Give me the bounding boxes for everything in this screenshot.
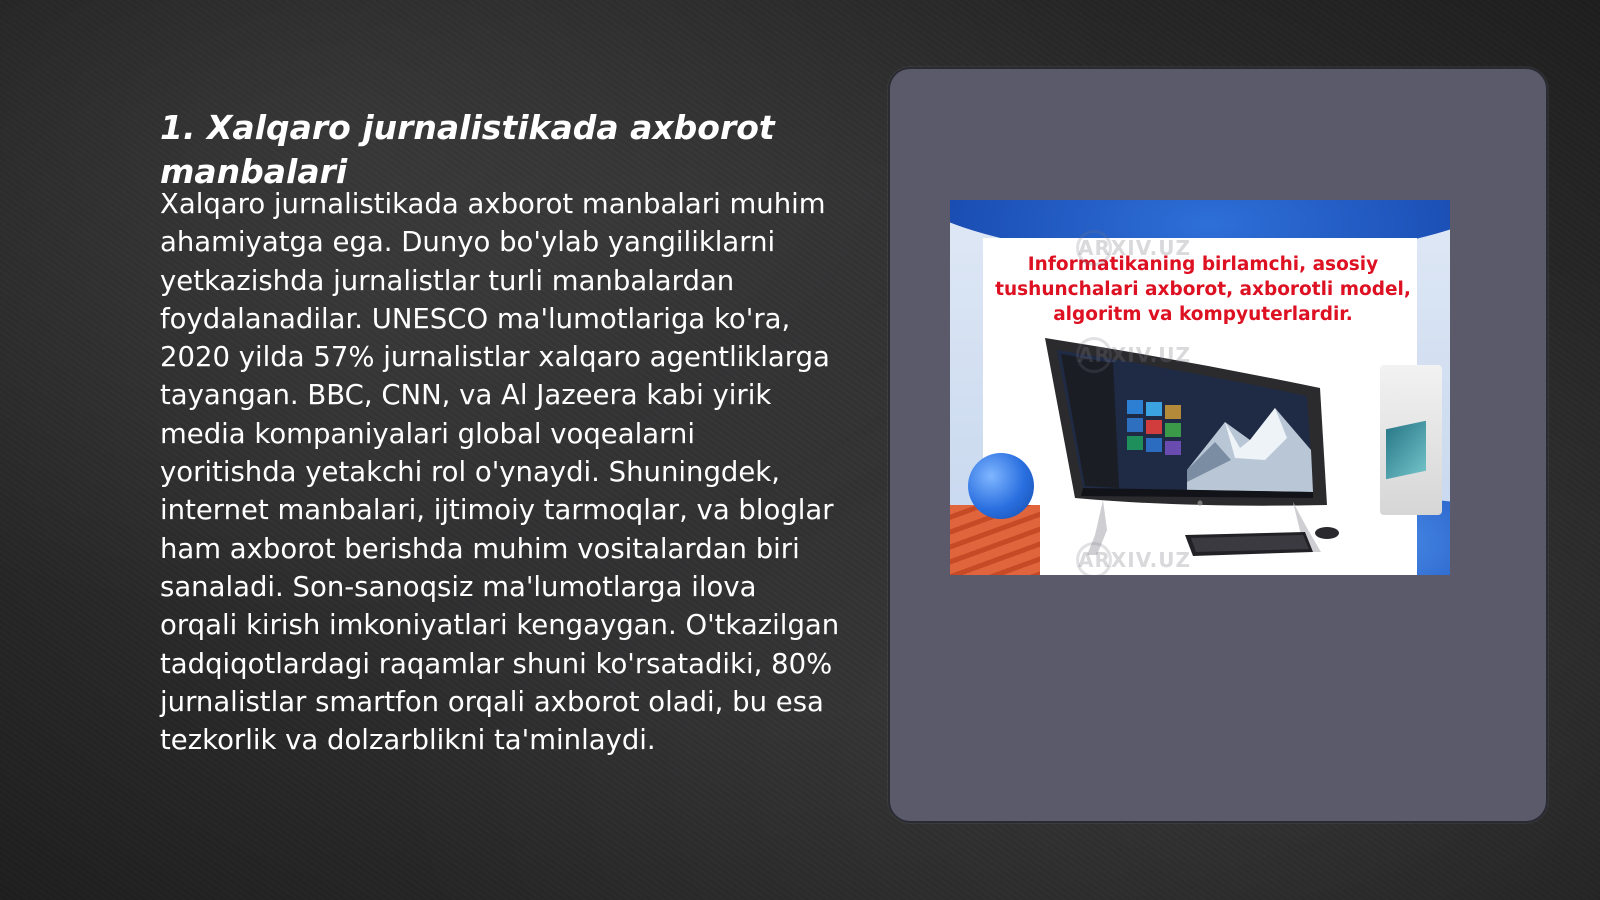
watermark-text: ARXIV.UZ (1078, 548, 1191, 572)
computer-picture (950, 200, 1450, 575)
picture-caption: Informatikaning birlamchi, asosiy tushunchalari axborot, axborotli model, algoritm va kompyuterlardir. (995, 254, 1411, 325)
slide-body-text: Xalqaro jurnalistikada axborot manbalari muhim ahamiyatga ega. Dunyo bo'ylab yangiliklarni yetkazishda jurnalistlar turli manbalardan foydalanadilar. UNESCO ma'lumotlariga ko'ra, 2020 yilda 57% jurnalistlar xalqaro agentliklarga tayangan. BBC, CNN, va Al Jazeera kabi yirik media kompaniyalari global voqealarni yoritishda yetakchi rol o'ynaydi. Shuningdek, internet manbalari, ijtimoiy tarmoqlar, va bloglar ham axborot berishda muhim vositalardan biri sanaladi. Son-sanoqsiz ma'lumotlarga ilova orqali kirish imkoniyatlari kengaygan. O'tkazilgan tadqiqotlardagi raqamlar shuni ko'rsatadiki, 80% jurnalistlar smartfon orqali axborot oladi, bu esa tezkorlik va dolzarblikni ta'minlaydi. (160, 188, 840, 757)
laptop-screen (1386, 421, 1426, 480)
globe-icon (968, 453, 1034, 519)
slide-title: 1. Xalqaro jurnalistikada axborot manbalari (160, 108, 775, 191)
watermark-text: ARXIV.UZ (1078, 343, 1191, 367)
watermark-text: ARXIV.UZ (1078, 236, 1191, 260)
